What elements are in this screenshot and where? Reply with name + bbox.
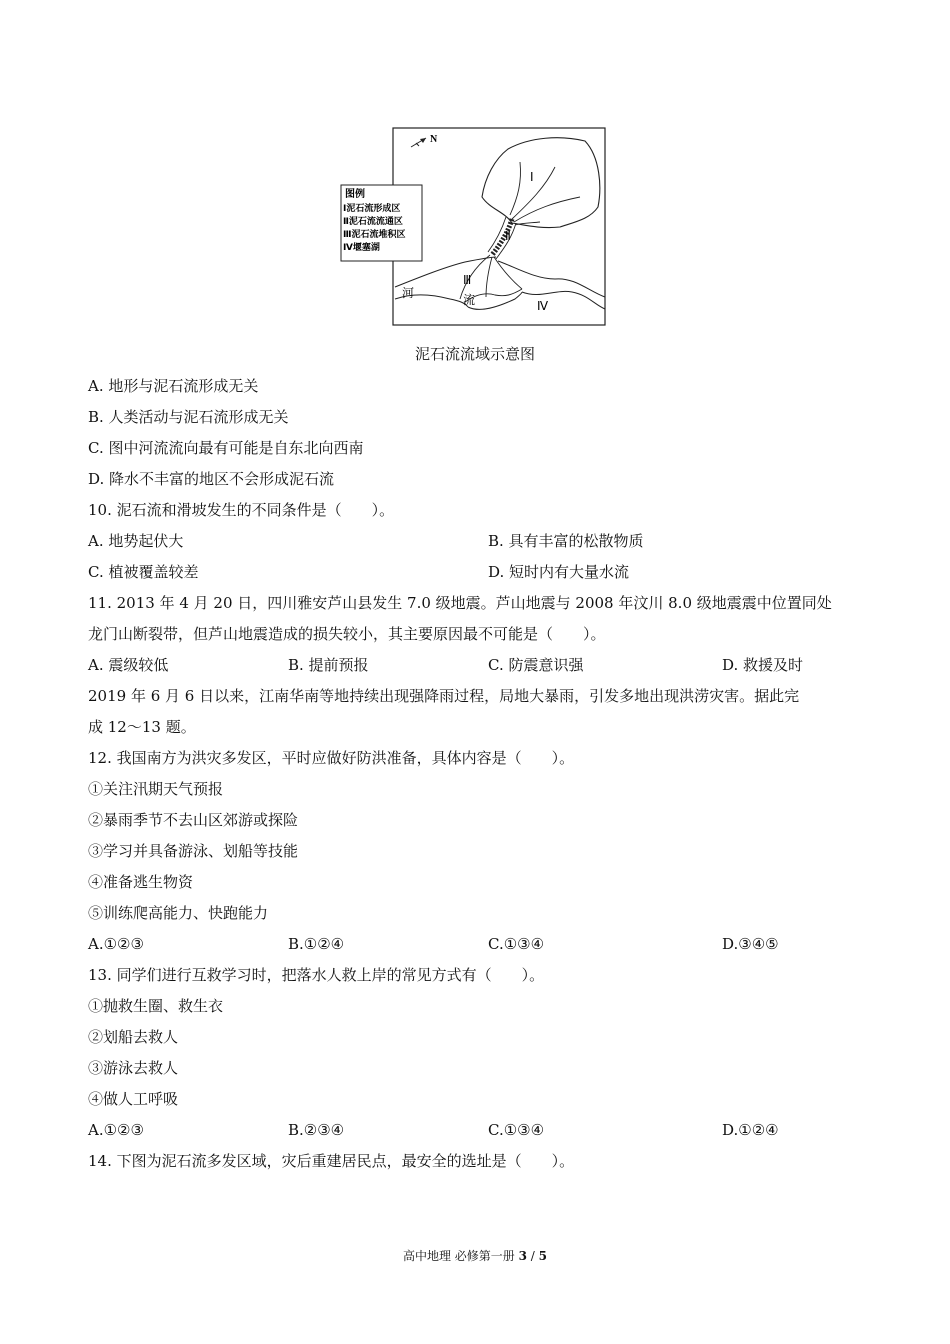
q13-option-b: B.②③④ <box>288 1121 345 1139</box>
tributary <box>510 162 521 215</box>
river-label-2: 流 <box>463 293 476 307</box>
footer-total-pages: 5 <box>538 1249 548 1263</box>
q13-item-2: ②划船去救人 <box>88 1028 179 1046</box>
zone-label-4: Ⅳ <box>537 299 549 313</box>
q11-stem-line1: 11. 2013 年 4 月 20 日，四川雅安芦山县发生 7.0 级地震。芦山地震与 2008 年汶川 8.0 级地震震中位置同处 <box>88 594 832 612</box>
q13-item-3: ③游泳去救人 <box>88 1059 179 1077</box>
north-arrow-icon <box>411 138 426 147</box>
q13-option-d: D.①②④ <box>722 1121 779 1139</box>
footer-title: 高中地理 必修第一册 <box>402 1249 519 1263</box>
legend-item-2: Ⅱ泥石流流通区 <box>343 217 403 227</box>
q12-item-3: ③学习并具备游泳、划船等技能 <box>88 842 299 860</box>
q12-option-b: B.①②④ <box>288 935 345 953</box>
intro-line1: 2019 年 6 月 6 日以来，江南华南等地持续出现强降雨过程，局地大暴雨，引发多地出现洪涝灾害。据此完 <box>88 687 800 705</box>
q12-option-c: C.①③④ <box>488 935 545 953</box>
q9-option-c: C. 图中河流流向最有可能是自东北向西南 <box>88 439 364 457</box>
q10-stem: 10. 泥石流和滑坡发生的不同条件是（ ）。 <box>88 501 395 519</box>
q10-option-c: C. 植被覆盖较差 <box>88 563 199 581</box>
tributary <box>515 222 540 225</box>
q9-option-a: A. 地形与泥石流形成无关 <box>88 377 259 395</box>
q11-option-d: D. 救援及时 <box>722 656 804 674</box>
river-bank <box>522 291 605 309</box>
intro-line2: 成 12～13 题。 <box>88 718 196 736</box>
zone-label-1: Ⅰ <box>530 170 534 184</box>
tributary <box>514 197 580 222</box>
legend-item-3: Ⅲ泥石流堆积区 <box>343 230 406 240</box>
q12-option-a: A.①②③ <box>88 935 144 953</box>
legend-title: 图例 <box>345 189 365 200</box>
footer-page-number: 3 <box>518 1249 527 1263</box>
q12-stem: 12. 我国南方为洪灾多发区，平时应做好防洪准备，具体内容是（ ）。 <box>88 749 575 767</box>
north-label: N <box>430 134 438 145</box>
q10-option-d: D. 短时内有大量水流 <box>488 563 630 581</box>
q10-option-a: A. 地势起伏大 <box>88 532 184 550</box>
q9-option-d: D. 降水不丰富的地区不会形成泥石流 <box>88 470 335 488</box>
footer-separator: / <box>526 1249 539 1263</box>
zone-label-2: Ⅱ <box>505 229 511 243</box>
q11-option-b: B. 提前预报 <box>288 656 369 674</box>
q12-option-d: D.③④⑤ <box>722 935 779 953</box>
q13-item-4: ④做人工呼吸 <box>88 1090 179 1108</box>
legend-item-1: Ⅰ泥石流形成区 <box>343 204 401 214</box>
fan-line <box>494 257 522 289</box>
q12-item-2: ②暴雨季节不去山区郊游或探险 <box>88 811 299 829</box>
q11-stem-line2: 龙门山断裂带，但芦山地震造成的损失较小，其主要原因最不可能是（ ）。 <box>88 625 606 643</box>
q13-option-c: C.①③④ <box>488 1121 545 1139</box>
q12-item-5: ⑤训练爬高能力、快跑能力 <box>88 904 269 922</box>
q11-option-a: A. 震级较低 <box>88 656 169 674</box>
page-footer <box>0 1247 950 1264</box>
q12-item-4: ④准备逃生物资 <box>88 873 194 891</box>
figure-caption: 泥石流流域示意图 <box>414 345 535 363</box>
formation-zone-outline <box>482 138 600 228</box>
q10-option-b: B. 具有丰富的松散物质 <box>488 532 644 550</box>
q11-option-c: C. 防震意识强 <box>488 656 584 674</box>
q13-option-a: A.①②③ <box>88 1121 144 1139</box>
debris-flow-basin-figure <box>340 127 608 327</box>
basin-map <box>340 127 608 327</box>
q9-option-b: B. 人类活动与泥石流形成无关 <box>88 408 289 426</box>
river-label-1: 河 <box>402 286 415 300</box>
fan-line <box>486 257 492 297</box>
zone-label-3: Ⅲ <box>463 273 472 287</box>
q13-item-1: ①抛救生圈、救生衣 <box>88 997 224 1015</box>
legend-item-4: Ⅳ堰塞湖 <box>343 243 380 253</box>
river-bank <box>498 261 605 297</box>
q12-item-1: ①关注汛期天气预报 <box>88 780 224 798</box>
q14-stem: 14. 下图为泥石流多发区域，灾后重建居民点，最安全的选址是（ ）。 <box>88 1152 575 1170</box>
q13-stem: 13. 同学们进行互救学习时，把落水人救上岸的常见方式有（ ）。 <box>88 966 545 984</box>
